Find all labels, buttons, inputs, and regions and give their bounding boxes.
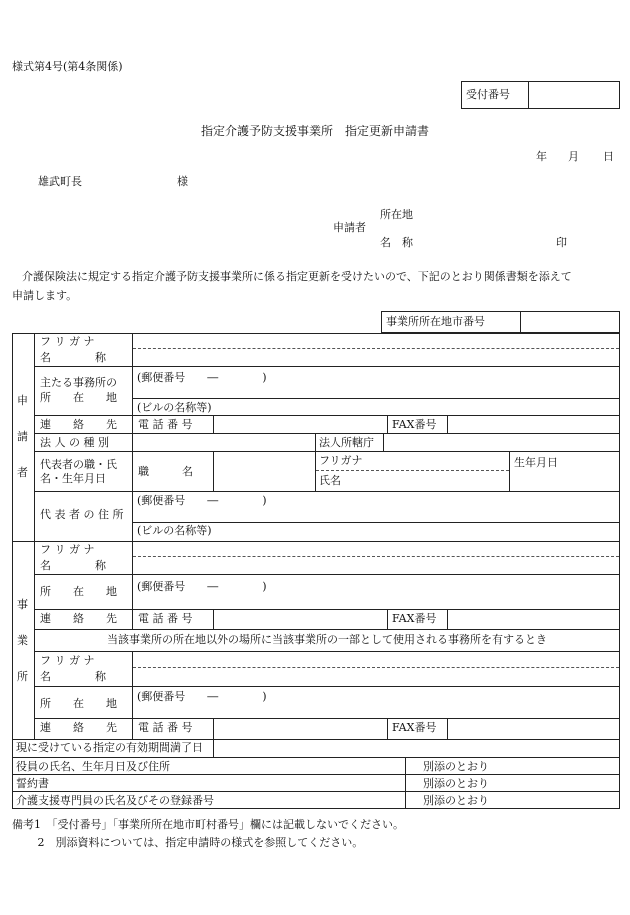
other-contact-label: 連 絡 先 [40, 721, 117, 734]
care-managers-value: 別添のとおり [423, 794, 489, 807]
fax-label: FAX番号 [392, 418, 437, 431]
rep-furigana-label: フリガナ [319, 454, 363, 467]
applicant-location-label: 所在地 [380, 208, 413, 221]
office-contact-label: 連 絡 先 [40, 612, 117, 625]
main-office-label2: 所 在 地 [40, 391, 117, 404]
addressee: 雄武町長 [38, 175, 82, 188]
corp-authority-label: 法人所轄庁 [319, 436, 374, 449]
office-furigana-label: フ リ ガ ナ [40, 543, 95, 556]
name-label: 名 称 [40, 351, 106, 364]
seal-mark: 印 [556, 236, 567, 249]
office-phone-label: 電 話 番 号 [138, 612, 193, 625]
contact-label: 連 絡 先 [40, 418, 117, 431]
applicant-name-label: 名 称 [380, 236, 413, 249]
office-fax-field[interactable] [449, 611, 618, 627]
oath-label: 誓約書 [16, 777, 49, 790]
office-phone-field[interactable] [215, 611, 385, 627]
other-postal-field[interactable]: (郵便番号 ― ) [137, 690, 267, 703]
other-furigana-label: フ リ ガ ナ [40, 654, 95, 667]
other-fax-field[interactable] [449, 720, 618, 737]
valid-period-label: 現に受けている指定の有効期間満了日 [16, 741, 203, 754]
date-year: 年 [536, 150, 547, 163]
applicant-name-field[interactable] [135, 350, 617, 364]
officers-label: 役員の氏名、生年月日及び住所 [16, 760, 170, 773]
page-title: 指定介護予防支援事業所 指定更新申請書 [200, 124, 429, 138]
main-office-label1: 主たる事務所の [40, 376, 117, 389]
body-text-line2: 申請します。 [12, 289, 78, 302]
postal-code-field[interactable]: (郵便番号 ― ) [137, 371, 267, 384]
other-phone-field[interactable] [215, 720, 385, 737]
note-1: 備考1 「受付番号」「事業所所在地市町村番号」欄には記載しないでください。 [12, 818, 404, 831]
valid-period-field[interactable] [215, 741, 618, 755]
section-office-2: 業 [17, 634, 28, 647]
date-month: 月 [568, 150, 579, 163]
form-number: 様式第4号(第4条関係) [12, 60, 123, 73]
receipt-label: 受付番号 [466, 88, 510, 101]
body-text-line1: 介護保険法に規定する指定介護予防支援事業所に係る指定更新を受けたいので、下記のとおり関係書類を添えて [22, 270, 572, 283]
rep-postal-field[interactable]: (郵便番号 ― ) [137, 494, 267, 507]
rep-name-label: 氏名 [319, 474, 341, 487]
note-2: 2 別添資料については、指定申請時の様式を参照してください。 [12, 836, 364, 849]
other-name-field[interactable] [135, 669, 617, 683]
office-fax-label: FAX番号 [392, 612, 437, 625]
building-name-field[interactable]: (ビルの名称等) [137, 401, 212, 414]
furigana-label: フ リ ガ ナ [40, 335, 95, 348]
section-office-1: 事 [17, 598, 28, 611]
other-office-note: 当該事業所の所在地以外の場所に当該事業所の一部として使用される事務所を有するとき [107, 633, 547, 646]
position-label: 職 名 [138, 465, 193, 478]
fax-field[interactable] [449, 417, 618, 431]
representative-label1: 代表者の職・氏 [40, 458, 117, 471]
birthdate-label: 生年月日 [514, 456, 558, 469]
corp-authority-field[interactable] [385, 435, 618, 449]
other-fax-label: FAX番号 [392, 721, 437, 734]
phone-label: 電 話 番 号 [138, 418, 193, 431]
care-managers-label: 介護支援専門員の氏名及びその登録番号 [16, 794, 214, 807]
applicant-label: 申請者 [333, 221, 366, 234]
officers-value: 別添のとおり [423, 760, 489, 773]
section-office-3: 所 [17, 670, 28, 683]
office-name-label: 名 称 [40, 559, 106, 572]
city-code-label: 事業所所在地市番号 [386, 315, 485, 328]
addressee-suffix: 様 [177, 175, 188, 188]
corp-type-label: 法 人 の 種 別 [40, 436, 109, 449]
other-phone-label: 電 話 番 号 [138, 721, 193, 734]
office-name-field[interactable] [135, 558, 617, 572]
office-postal-field[interactable]: (郵便番号 ― ) [137, 580, 267, 593]
section-applicant-1: 申 [17, 394, 28, 407]
representative-label2: 名・生年月日 [40, 472, 106, 485]
receipt-number-field[interactable] [531, 84, 617, 106]
phone-field[interactable] [215, 417, 385, 431]
section-applicant-3: 者 [17, 466, 28, 479]
other-location-label: 所 在 地 [40, 697, 117, 710]
rep-building-field[interactable]: (ビルの名称等) [137, 524, 212, 537]
office-location-label: 所 在 地 [40, 585, 117, 598]
other-name-label: 名 称 [40, 670, 106, 683]
position-field[interactable] [215, 453, 313, 489]
corp-type-field[interactable] [135, 435, 313, 449]
rep-address-label: 代 表 者 の 住 所 [40, 508, 124, 521]
city-code-field[interactable] [522, 313, 618, 331]
oath-value: 別添のとおり [423, 777, 489, 790]
section-applicant-2: 請 [17, 430, 28, 443]
date-day: 日 [603, 150, 614, 163]
